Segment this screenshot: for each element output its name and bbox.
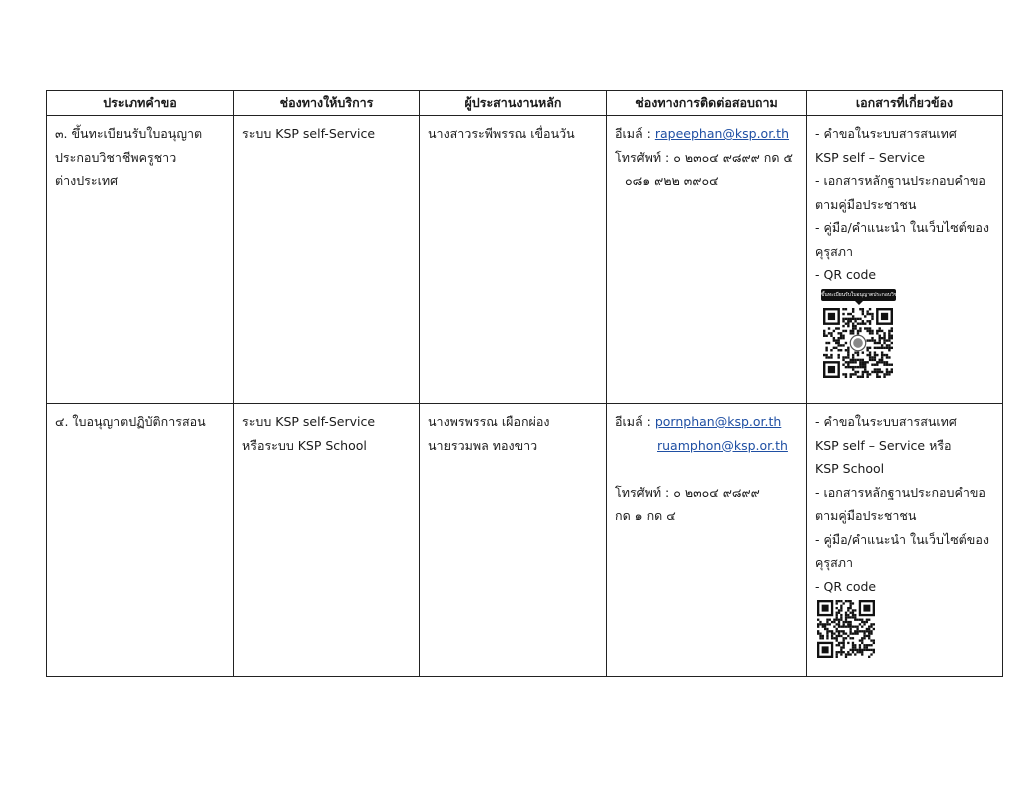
coordinator-name: นางสาวระพีพรรณ เขื่อนวัน xyxy=(428,126,575,141)
service-channel-cell xyxy=(234,404,420,677)
header-contact-channel: ช่องทางการติดต่อสอบถาม xyxy=(607,91,807,116)
document-item: - QR code xyxy=(815,578,877,594)
header-related-documents: เอกสารที่เกี่ยวข้อง xyxy=(807,91,1003,116)
header-coordinator: ผู้ประสานงานหลัก xyxy=(420,91,607,116)
request-line: ๓. ขึ้นทะเบียนรับใบอนุญาต xyxy=(55,126,203,141)
document-item: - คู่มือ/คำแนะนำ ในเว็บไซต์ของ xyxy=(815,531,989,547)
email-link[interactable]: ruamphon@ksp.or.th xyxy=(657,437,788,453)
request-type-cell xyxy=(47,116,234,404)
qr-banner-tip xyxy=(855,301,863,305)
document-item: ตามคู่มือประชาชน xyxy=(815,196,917,212)
email-link[interactable]: rapeephan@ksp.or.th xyxy=(654,126,789,141)
contact-cell xyxy=(607,116,807,404)
document-item: KSP self – Service xyxy=(815,149,926,165)
channel-line: ระบบ KSP self-Service xyxy=(242,126,376,141)
phone-label: โทรศัพท์ : xyxy=(615,484,674,500)
phone-line xyxy=(615,481,800,505)
document-item: คุรุสภา xyxy=(815,243,853,259)
documents-cell xyxy=(807,116,1003,404)
phone-number: ๐ ๒๓๐๔ ๙๘๙๙ xyxy=(673,484,760,500)
phone-line xyxy=(615,146,800,170)
qr-banner: ขึ้นทะเบียนรับใบอนุญาตประกอบวิชาชีพครูชาวต่างประเทศ xyxy=(821,289,896,301)
qr-code-image[interactable] xyxy=(817,600,875,658)
phone-number: ๐ ๒๓๐๔ ๙๘๙๙ กด ๕ xyxy=(673,149,793,165)
document-item: - คำขอในระบบสารสนเทศ xyxy=(815,414,957,429)
phone-label: โทรศัพท์ : xyxy=(615,149,674,165)
document-item: - คู่มือ/คำแนะนำ ในเว็บไซต์ของ xyxy=(815,220,989,235)
request-type-cell xyxy=(47,404,234,677)
header-request-type: ประเภทคำขอ xyxy=(47,91,234,116)
coordinator-cell xyxy=(420,116,607,404)
document-item: KSP School xyxy=(815,461,885,476)
document-item: - คำขอในระบบสารสนเทศ xyxy=(815,126,957,141)
table-header-row xyxy=(47,91,1003,116)
email-line xyxy=(615,122,800,146)
email-label: อีเมล์ : xyxy=(615,414,655,429)
request-line: ต่างประเทศ xyxy=(55,173,119,188)
email-line xyxy=(615,410,800,434)
spacer xyxy=(615,457,800,481)
channel-line: ระบบ KSP self-Service xyxy=(242,414,376,429)
contact-cell xyxy=(607,404,807,677)
email-link[interactable]: pornphan@ksp.or.th xyxy=(654,414,782,429)
channel-line: หรือระบบ KSP School xyxy=(242,437,367,453)
header-service-channel: ช่องทางให้บริการ xyxy=(234,91,420,116)
coordinator-cell xyxy=(420,404,607,677)
qr-code-block[interactable] xyxy=(815,289,947,381)
email-line xyxy=(615,434,800,458)
document-item: คุรุสภา xyxy=(815,555,853,570)
documents-cell xyxy=(807,404,1003,677)
document-item: ตามคู่มือประชาชน xyxy=(815,508,917,523)
phone-extension: กด ๑ กด ๔ xyxy=(615,508,676,523)
document-item: - เอกสารหลักฐานประกอบคำขอ xyxy=(815,484,986,500)
email-label: อีเมล์ : xyxy=(615,126,655,141)
table-row xyxy=(47,404,1003,677)
document-item: KSP self – Service หรือ xyxy=(815,437,952,453)
qr-code-image[interactable] xyxy=(823,308,893,378)
coordinator-name: นางพรพรรณ เผือกผ่อง xyxy=(428,414,550,429)
service-channel-cell xyxy=(234,116,420,404)
phone-number-mobile: ๐๘๑ ๙๒๒ ๓๙๐๔ xyxy=(625,173,719,188)
document-item: - เอกสารหลักฐานประกอบคำขอ xyxy=(815,173,986,188)
document-item: - QR code xyxy=(815,267,877,282)
coordinator-name: นายรวมพล ทองขาว xyxy=(428,437,538,453)
table-row xyxy=(47,116,1003,404)
request-line: ๔. ใบอนุญาตปฏิบัติการสอน xyxy=(55,414,206,429)
contact-table xyxy=(46,90,1003,677)
request-line: ประกอบวิชาชีพครูชาว xyxy=(55,149,177,165)
